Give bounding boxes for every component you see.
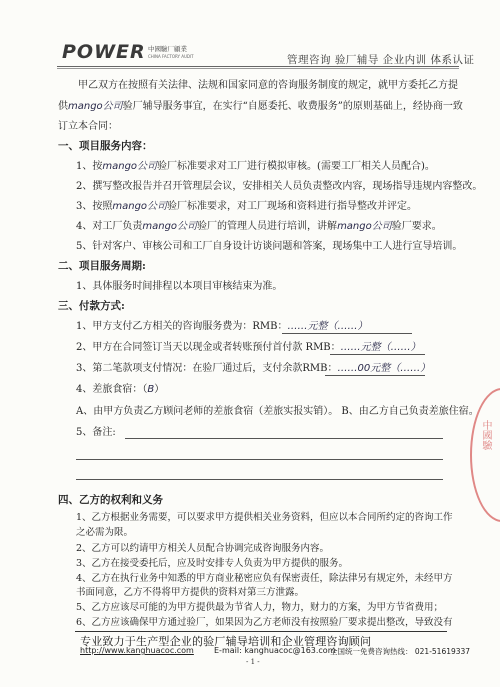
logo-english-name: CHINA FACTORY AUDIT: [148, 54, 194, 59]
intro-line-3: 订立本合同：: [58, 121, 118, 132]
service-item-1: [76, 160, 435, 173]
rights-item-1a: 1、乙方根据业务需要，可以要求甲方提供相关业务资料，但应以本合同所约定的咨询工作: [76, 512, 453, 523]
item-text: 1、按: [76, 161, 103, 172]
remarks-line-1: [125, 438, 443, 439]
handwritten-client-name: mango公司: [68, 101, 123, 112]
letterhead: [0, 0, 500, 66]
section-title-rights: 四、乙方的权利和义务: [58, 494, 163, 506]
handwritten-choice: B: [147, 384, 155, 395]
item-text: ）: [154, 384, 165, 395]
section-title-period: 二、项目服务周期:: [58, 260, 146, 272]
payment-item-3: [76, 362, 430, 375]
item-text: 4、对工厂负责: [76, 221, 143, 232]
item-text: 3、第二笔款项支付情况：在验厂通过后，支付余款RMB：: [76, 363, 338, 374]
item-text: 验厂的管理人员进行培训，讲解: [197, 221, 338, 232]
logo-chinese-name: 中國驗厂顧業: [148, 45, 187, 53]
item-text: 2、甲方在合同签订当天以现金或者转账预付首付款 RMB：: [76, 342, 341, 353]
service-item-3: [76, 200, 417, 213]
item-text: 3、按照: [76, 201, 113, 212]
intro-line-2: [58, 100, 463, 113]
amount-underline-2: [330, 354, 425, 355]
intro-text: 验厂辅导服务事宜，在实行“自愿委托、收费服务”的原则基础上，经协商一致: [122, 101, 463, 112]
footer-slogan: 专业致力于生产型企业的验厂辅导培训和企业管理咨询顾问: [80, 635, 372, 648]
service-item-5: 5、针对客户、审核公司和工厂自身设计访谈问题和答案，现场集中工人进行宣导培训。: [76, 241, 463, 252]
payment-item-4-options: A、由甲方负责乙方顾问老师的差旅食宿（差旅实报实销）。 B、由乙方自己负责差旅住宿。: [76, 406, 479, 417]
rights-item-4b: 书面同意，乙方不得将甲方提供的资料对第三方泄露。: [76, 587, 305, 598]
header-divider: [57, 66, 459, 67]
handwritten-client-name: mango公司: [337, 221, 392, 232]
rights-item-2: 2、乙方可以约请甲方相关人员配合协调完成咨询服务内容。: [76, 543, 330, 554]
rights-item-6: 6、乙方应该确保甲方通过验厂，如果因为乙方老师没有按照验厂要求提出整改，导致没有: [76, 617, 453, 628]
footer-email[interactable]: E-mail: kanghuacoc@163.com: [214, 646, 336, 655]
service-item-2: 2、撰写整改报告并召开管理层会议，安排相关人员负责整改内容，现场指导违规内容整改。: [76, 181, 483, 192]
handwritten-amount: ……元整（……）: [340, 342, 421, 353]
item-text: 验厂标准要求对工厂进行模拟审核。(需要工厂相关人员配合)。: [157, 161, 435, 172]
section-title-services: 一、项目服务内容：: [58, 140, 153, 152]
handwritten-client-name: mango公司: [142, 221, 198, 232]
section-title-payment: 三、付款方式:: [58, 300, 125, 312]
handwritten-client-name: mango公司: [102, 161, 158, 172]
payment-item-4: [76, 383, 164, 396]
footer-website-link[interactable]: http://www.kanghuacoc.com: [80, 646, 194, 655]
footer-hotline: 全国统一免费咨询热线： 021-51619337: [330, 647, 471, 656]
period-item-1: 1、具体服务时间排程以本项目审核结束为准。: [76, 281, 283, 292]
rights-item-5: 5、乙方应该尽可能的为甲方提供最为节省人力，物力，财力的方案，为甲方节省费用；: [76, 602, 444, 613]
handwritten-amount: ……00元整（……）: [337, 363, 431, 374]
rights-item-1b: 之必需为限。: [76, 527, 134, 538]
payment-item-1: [76, 320, 367, 333]
payment-item-2: [76, 341, 421, 354]
payment-item-5-remarks: 5、备注:: [76, 427, 116, 438]
item-text: 验厂要求。: [391, 221, 442, 232]
item-text: 验厂标准要求，对工厂现场和资料进行指导整改并评定。: [167, 201, 418, 212]
header-divider-thin: [57, 68, 459, 69]
item-text: 4、差旅食宿：（: [76, 384, 148, 395]
amount-underline-3: [325, 375, 425, 376]
handwritten-amount: ……元整（……）: [287, 321, 368, 332]
seal-text: 中國驗: [480, 420, 491, 450]
amount-underline-1: [282, 333, 412, 334]
page-number: - 1 -: [246, 658, 260, 666]
intro-line-1: 甲乙双方在按照有关法律、法规和国家同意的咨询服务制度的规定，就甲方委托乙方提: [78, 80, 458, 91]
intro-text: 供: [58, 101, 68, 112]
power-logo: POWER: [62, 41, 146, 63]
rights-item-3: 3、乙方在接受委托后，应及时安排专人负责为甲方提供的服务。: [76, 558, 349, 569]
service-tagline: 管理咨询 验厂辅导 企业内训 体系认证: [287, 54, 475, 66]
remarks-line-2: [76, 459, 443, 460]
rights-item-4a: 4、乙方在执行业务中知悉的甲方商业秘密应负有保密责任，除法律另有规定外，未经甲方: [76, 573, 453, 584]
service-item-4: [76, 220, 442, 233]
handwritten-client-name: mango公司: [112, 201, 168, 212]
remarks-line-3: [76, 479, 443, 480]
footer-divider: [75, 631, 447, 632]
item-text: 1、甲方支付乙方相关的咨询服务费为：RMB：: [76, 321, 288, 332]
